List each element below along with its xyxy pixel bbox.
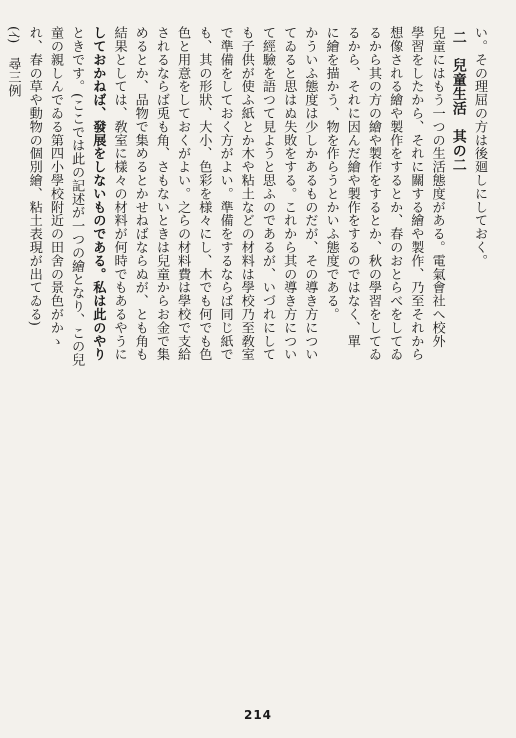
text-column: い。その理屈の方は後廻しにしておく。 — [472, 26, 487, 268]
text-column: れ、春の草や動物の個別繪、粘土表現が出てゐる) — [26, 26, 42, 327]
text-column: しておかねば、發展をしないものである。私は此のやり — [90, 26, 106, 361]
text-column: てゐると思はぬ失敗をする。これから其の導き方につい — [281, 26, 297, 361]
text-column: めるとか、品物で集めるとかせねばならぬが、とも角も — [132, 26, 148, 361]
text-column: 學習をしたから、それに關する繪や製作、乃至それから — [408, 26, 424, 361]
vertical-text-body — [5, 26, 490, 702]
text-column: (ｲ) 尋三例 — [5, 26, 21, 98]
text-column: ときです。(ここでは此の記述が一つの繪となり、この兒 — [69, 26, 85, 367]
text-column: も、其の形狀、大小、色彩を様々にし、木でも何でも色 — [196, 26, 212, 361]
text-column: 色と用意をしておくがよい。之らの材料費は學校で支給 — [175, 26, 191, 361]
text-column: て經驗を語つて見ようと思ふのであるが、いづれにして — [259, 26, 275, 361]
text-column: 結果としては、敎室に樣々の材料が何時でもあるやうに — [111, 26, 127, 361]
text-column: に繪を描かう、物を作らうとかいふ態度である。 — [323, 26, 339, 321]
text-column: 想像される繪や製作をするとか、春のおとらべをしてゐ — [387, 26, 403, 361]
text-column: されるならば兎も角、さもないときは兒童からお金で集 — [153, 26, 169, 361]
text-column: 兒童にはもう一つの生活態度がある。電氣會社へ校外 — [429, 26, 445, 348]
text-column: るから、それに因んだ繪や製作をするのではなく、單 — [344, 26, 360, 348]
text-column: かういふ態度は少しかあるものだが、その導き方につい — [302, 26, 318, 361]
page-number: 214 — [243, 708, 273, 722]
text-column: るから其の方の繪や製作をするとか、秋の學習をしてゐ — [365, 26, 381, 361]
text-column — [0, 26, 2, 702]
text-column: も子供が使ふ紙とか木や粘土などの材料は學校乃至敎室 — [238, 26, 254, 361]
text-column: 童の親しんでゐる第四小學校附近の田舍の景色がかゝ — [47, 26, 63, 348]
section-heading: 二 兒童生活 其の二 — [450, 30, 467, 172]
text-column: で準備をしておく方がよい。準備をするならば同じ紙で — [217, 26, 233, 361]
